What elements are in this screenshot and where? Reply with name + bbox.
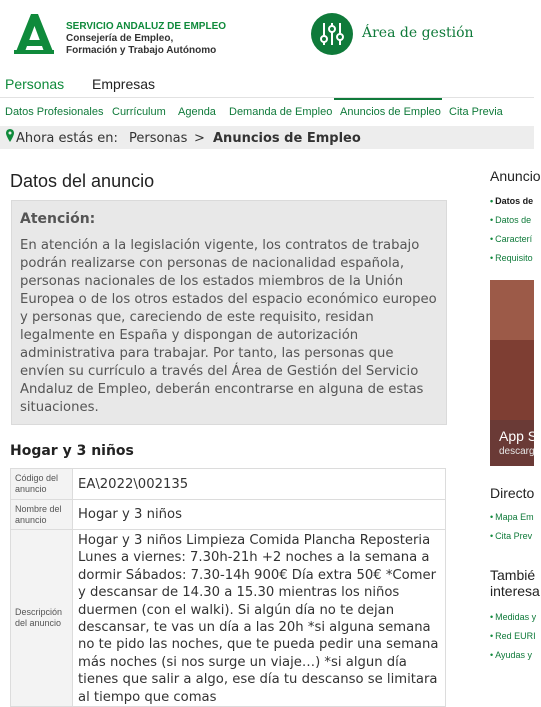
sidebar-link-cita[interactable]: • Cita Prev bbox=[490, 531, 533, 541]
row-value-nombre: Hogar y 3 niños bbox=[73, 500, 446, 530]
breadcrumb bbox=[0, 126, 534, 149]
sidebar-link-1[interactable]: • Datos de bbox=[490, 196, 534, 206]
subnav-item-anuncios-de-empleo[interactable]: Anuncios de Empleo bbox=[340, 106, 441, 118]
sidebar-link-ayudas[interactable]: • Ayudas y bbox=[490, 650, 533, 660]
notice-title: Atención: bbox=[20, 211, 96, 227]
sliders-icon[interactable] bbox=[311, 13, 353, 55]
area-de-gestion-link[interactable]: Área de gestión bbox=[362, 25, 474, 41]
sidebar-link-2[interactable]: • Datos de bbox=[490, 215, 532, 225]
sidebar-heading-directo: Directo bbox=[490, 485, 535, 501]
sidebar-link-label: Requisito bbox=[495, 253, 533, 263]
subnav-item-cita-previa[interactable]: Cita Previa bbox=[449, 106, 503, 118]
active-tab-indicator bbox=[334, 98, 442, 100]
table-row bbox=[11, 500, 446, 530]
tab-empresas[interactable]: Empresas bbox=[92, 76, 156, 92]
tab-personas[interactable]: Personas bbox=[5, 76, 65, 92]
subnav-item-demanda-de-empleo[interactable]: Demanda de Empleo bbox=[229, 106, 333, 118]
row-label: Código del anuncio bbox=[11, 469, 73, 500]
sidebar-link-label: Datos de bbox=[495, 215, 532, 225]
sidebar-link-medidas[interactable]: • Medidas y bbox=[490, 612, 537, 622]
breadcrumb-current: Anuncios de Empleo bbox=[213, 131, 361, 146]
sidebar-link-4[interactable]: • Requisito bbox=[490, 253, 533, 263]
org-title: SERVICIO ANDALUZ DE EMPLEO bbox=[66, 21, 227, 32]
organization-name bbox=[66, 21, 226, 57]
promo-title: App S bbox=[499, 428, 538, 444]
promo-image-part bbox=[490, 340, 534, 420]
page-title: Datos del anuncio bbox=[10, 171, 155, 191]
site-header bbox=[0, 0, 534, 68]
sidebar-link-3[interactable]: • Caracterí bbox=[490, 234, 533, 244]
promo-subtitle: descarg bbox=[499, 446, 535, 457]
promo-image-part bbox=[490, 280, 534, 340]
main-nav bbox=[0, 68, 534, 98]
row-value-descripcion: Hogar y 3 niños Limpieza Comida Plancha Reposteria Lunes a viernes: 7.30h-21h +2 noches a la semana a dormir Sábados: 7.30-14h 900€ Día extra 50€ *Comer y descansar de 14.30 a 15.30 mientras los niños duermen (con el walki). Si algún día no te dejan descansar, te vas un día a las 20h *si alguna semana no te pido las noches, que te pueda pedir una semana más noches (si nos surge un viaje…) *si algun día tienes que salir a algo, ese día tu descanso se limitara al tiempo que comas bbox=[73, 530, 446, 707]
app-promo-banner[interactable] bbox=[490, 280, 538, 466]
sidebar-link-label: Caracterí bbox=[495, 234, 533, 244]
subnav-item-datos-profesionales[interactable]: Datos Profesionales bbox=[5, 106, 104, 118]
sidebar-link-mapa[interactable]: • Mapa Em bbox=[490, 512, 534, 522]
row-label: Nombre del anuncio bbox=[11, 500, 73, 530]
junta-andalucia-logo-icon[interactable] bbox=[11, 12, 57, 54]
row-label: Descripción del anuncio bbox=[11, 530, 73, 707]
sidebar-link-label: Mapa Em bbox=[495, 512, 534, 522]
org-subtitle-1: Consejería de Empleo, bbox=[66, 33, 174, 44]
breadcrumb-link-personas[interactable]: Personas bbox=[129, 131, 188, 146]
breadcrumb-prefix: Ahora estás en: bbox=[16, 131, 118, 146]
subnav-item-agenda[interactable]: Agenda bbox=[178, 106, 216, 118]
subnav-item-curriculum[interactable]: Currículum bbox=[112, 106, 166, 118]
breadcrumb-separator: > bbox=[194, 131, 205, 146]
ad-title: Hogar y 3 niños bbox=[10, 443, 134, 459]
ad-details-table bbox=[10, 468, 446, 707]
location-pin-icon bbox=[6, 129, 14, 142]
attention-notice bbox=[11, 200, 447, 425]
table-row bbox=[11, 530, 446, 707]
org-subtitle-2: Formación y Trabajo Autónomo bbox=[66, 45, 217, 56]
sidebar-link-label: Medidas y bbox=[495, 612, 537, 622]
sidebar-link-label: Cita Prev bbox=[495, 531, 533, 541]
sidebar-link-label: Ayudas y bbox=[495, 650, 533, 660]
sidebar-link-label: Red EURI bbox=[495, 631, 536, 641]
sidebar-heading-tambien: Tambié bbox=[490, 567, 536, 583]
notice-body: En atención a la legislación vigente, los contratos de trabajo podrán realizarse con personas de nacionalidad española, personas nacionales de los estados miembros de la Unión Europea o de los otros estados del espacio económico europeo y personas que, careciendo de este requisito, residan legalmente en España y dispongan de autorización administrativa para trabajar. Por tanto, las personas que envíen su currículo a través del Área de Gestión del Servicio Andaluz de Empleo, deberán encontrarse en alguna de estas situaciones. bbox=[20, 238, 437, 415]
sidebar-heading-anuncio: Anuncio bbox=[490, 168, 541, 184]
table-row bbox=[11, 469, 446, 500]
sidebar-heading-interesa: interesa bbox=[490, 583, 540, 599]
sub-nav bbox=[0, 98, 534, 126]
sidebar-link-red-euri[interactable]: • Red EURI bbox=[490, 631, 536, 641]
row-value-codigo: EA\2022\002135 bbox=[73, 469, 446, 500]
sidebar-link-label: Datos de bbox=[495, 196, 534, 206]
